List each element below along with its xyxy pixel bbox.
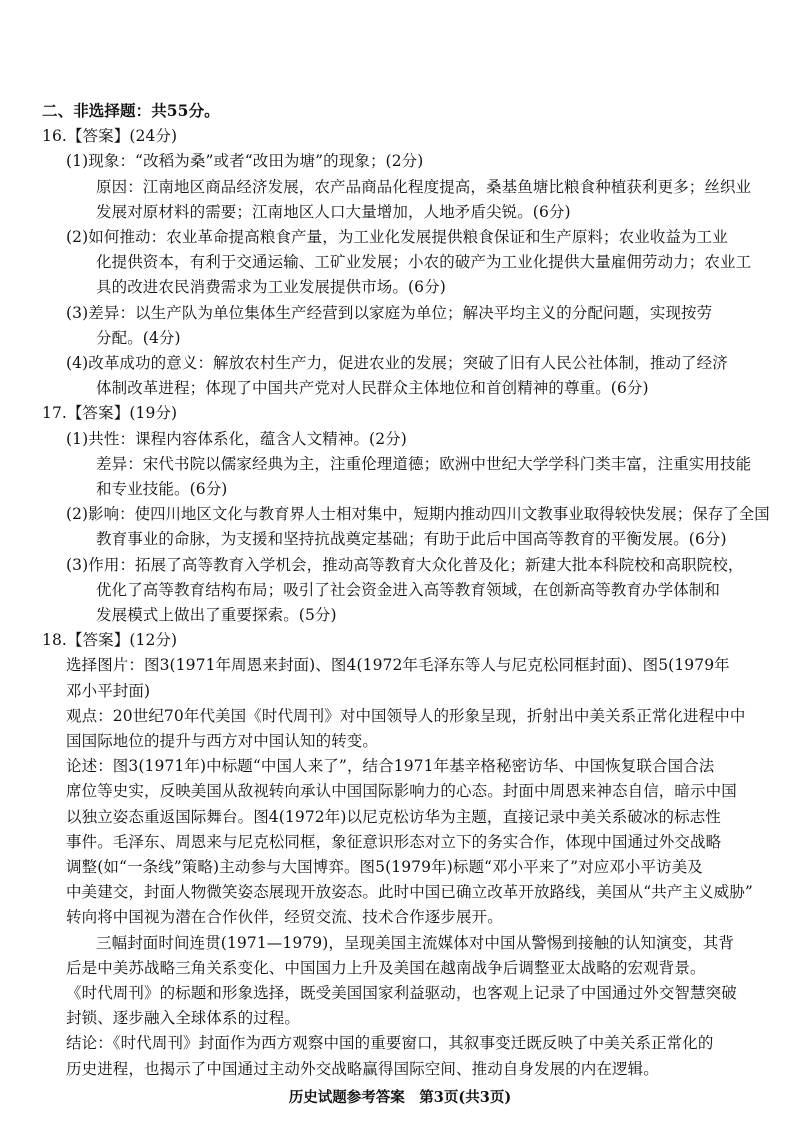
section-header: 二、非选择题：共55分。: [42, 101, 220, 120]
q18-synthesis-3: 《时代周刊》的标题和形象选择，既受美国国家利益驱动，也客观上记录了中国通过外交智慧突破: [66, 984, 737, 1002]
q16-part1-phenomenon: (1)现象：“改稻为桑”或者“改田为塘”的现象；(2分): [66, 152, 424, 170]
q17-part1-difference: 差异：宋代书院以儒家经典为主，注重伦理道德；欧洲中世纪大学学科门类丰富，注重实用技能: [96, 455, 752, 473]
q17-header: 17.【答案】(19分): [42, 404, 178, 422]
q18-header: 18.【答案】(12分): [42, 631, 178, 649]
q17-part1: (1)共性：课程内容体系化，蕴含人文精神。(2分): [66, 430, 407, 448]
q16-header: 16.【答案】(24分): [42, 127, 178, 145]
q18-viewpoint: 观点：20世纪70年代美国《时代周刊》对中国领导人的形象呈现，折射出中美关系正常化进程中中: [66, 707, 746, 725]
q16-part1-reason: 原因：江南地区商品经济发展，农产品商品化程度提高，桑基鱼塘比粮食种植获利更多；丝织业: [96, 178, 752, 196]
q18-argument-7: 转向将中国视为潜在合作伙伴，经贸交流、技术合作逐步展开。: [66, 908, 503, 926]
q18-argument-2: 席位等史实，反映美国从敌视转向承认中国国际影响力的心态。封面中周恩来神态自信，暗示中国: [66, 782, 737, 800]
q18-synthesis-2: 后是中美苏战略三角关系变化、中国国力上升及美国在越南战争后调整亚太战略的宏观背景。: [66, 959, 706, 977]
q18-synthesis-4: 封锁、逐步融入全球体系的过程。: [66, 1009, 301, 1027]
q17-part1-difference-cont: 和专业技能。(6分): [96, 480, 228, 498]
q18-argument-6: 中美建交，封面人物微笑姿态展现开放姿态。此时中国已确立改革开放路线，美国从“共产主义威胁”: [66, 883, 753, 901]
q17-part3: (3)作用：拓展了高等教育入学机会，推动高等教育大众化普及化；新建大批本科院校和高职院校，: [66, 556, 744, 574]
q18-argument-4: 事件。毛泽东、周恩来与尼克松同框，象征意识形态对立下的务实合作，体现中国通过外交战略: [66, 833, 722, 851]
q17-part3-cont1: 优化了高等教育结构布局；吸引了社会资金进入高等教育领域，在创新高等教育办学体制和: [96, 581, 721, 599]
q18-conclusion-cont: 历史进程，也揭示了中国通过主动外交战略赢得国际空间、推动自身发展的内在逻辑。: [66, 1060, 659, 1078]
q18-argument-1: 论述：图3(1971年)中标题“中国人来了”，结合1971年基辛格秘密访华、中国恢复联合国合法: [66, 757, 715, 775]
q16-part4: (4)改革成功的意义：解放农村生产力，促进农业的发展；突破了旧有人民公社体制，推动了经济: [66, 354, 728, 372]
q16-part4-cont: 体制改革进程；体现了中国共产党对人民群众主体地位和首创精神的尊重。(6分): [96, 379, 649, 397]
q18-viewpoint-cont: 国国际地位的提升与西方对中国认知的转变。: [66, 732, 379, 750]
q17-part3-cont2: 发展模式上做出了重要探索。(5分): [96, 606, 337, 624]
q16-part2: (2)如何推动：农业革命提高粮食产量，为工业化发展提供粮食保证和生产原料；农业收益为工业: [66, 228, 728, 246]
q16-part1-reason-cont: 发展对原材料的需要；江南地区人口大量增加，人地矛盾尖锐。(6分): [96, 203, 571, 221]
q17-part2-cont: 教育事业的命脉，为支援和坚持抗战奠定基础；有助于此后中国高等教育的平衡发展。(6分): [96, 530, 727, 548]
q16-part2-cont1: 化提供资本，有利于交通运输、工矿业发展；小农的破产为工业化提供大量雇佣劳动力；农业工: [96, 253, 752, 271]
q16-part3-cont: 分配。(4分): [96, 329, 181, 347]
q18-selected-images: 选择图片：图3(1971年周恩来封面)、图4(1972年毛泽东等人与尼克松同框封面)、图5(1979年: [66, 656, 730, 674]
q16-part2-cont2: 具的改进农民消费需求为工业发展提供市场。(6分): [96, 278, 446, 296]
q17-part2: (2)影响：使四川地区文化与教育界人士相对集中，短期内推动四川文教事业取得较快发展；保存了全国: [66, 505, 770, 523]
page-footer: 历史试题参考答案 第3页(共3页): [288, 1089, 512, 1106]
q18-argument-5: 调整(如“一条线”策略)主动参与大国博弈。图5(1979年)标题“邓小平来了”对应邓小平访美及: [66, 858, 703, 876]
q18-synthesis-1: 三幅封面时间连贯(1971—1979)，呈现美国主流媒体对中国从警惕到接触的认知演变，其背: [96, 934, 734, 952]
q18-argument-3: 以独立姿态重返国际舞台。图4(1972年)以尼克松访华为主题，直接记录中美关系破冰的标志性: [66, 808, 721, 826]
q18-conclusion: 结论：《时代周刊》封面作为西方观察中国的重要窗口，其叙事变迁既反映了中美关系正常化的: [66, 1034, 714, 1052]
q18-selected-images-cont: 邓小平封面): [66, 682, 151, 700]
q16-part3: (3)差异：以生产队为单位集体生产经营到以家庭为单位；解决平均主义的分配问题，实现按劳: [66, 304, 713, 322]
